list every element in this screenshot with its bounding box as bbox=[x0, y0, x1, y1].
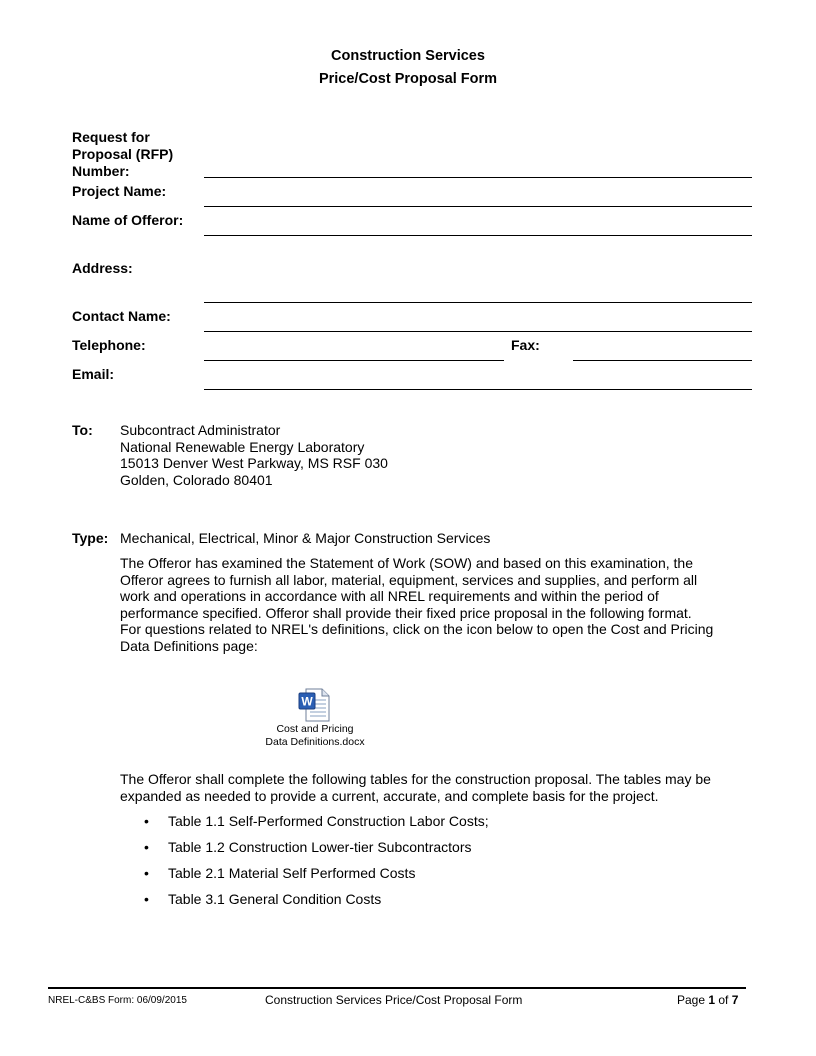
to-address: Subcontract Administrator National Renewable Energy Laboratory 15013 Denver West Parkway, MS RSF 030 Golden, Colorado 80401 bbox=[120, 422, 388, 488]
telephone-field[interactable] bbox=[204, 360, 504, 361]
attachment-caption[interactable]: Cost and Pricing Data Definitions.docx bbox=[265, 723, 365, 748]
footer-title: Construction Services Price/Cost Proposal Form bbox=[265, 993, 523, 1007]
tables-intro: The Offeror shall complete the following tables for the construction proposal. The tables may be expanded as needed to provide a current, accurate, and complete basis for the project. bbox=[120, 771, 711, 804]
type-label: Type: bbox=[72, 530, 109, 546]
rfp-label: Request for Proposal (RFP) Number: bbox=[72, 129, 174, 179]
type-value: Mechanical, Electrical, Minor & Major Construction Services bbox=[120, 530, 491, 546]
email-label: Email: bbox=[72, 366, 115, 382]
project-name-field[interactable] bbox=[204, 206, 752, 207]
tables-list bbox=[144, 813, 744, 917]
list-item: • Table 2.1 Material Self Performed Costs bbox=[144, 865, 744, 891]
contact-name-label: Contact Name: bbox=[72, 308, 171, 324]
list-item: • Table 3.1 General Condition Costs bbox=[144, 891, 744, 917]
fax-label: Fax: bbox=[511, 337, 540, 353]
email-field[interactable] bbox=[204, 389, 752, 390]
offeror-label: Name of Offeror: bbox=[72, 212, 184, 228]
offeror-name-field[interactable] bbox=[204, 235, 752, 236]
word-document-icon[interactable] bbox=[298, 688, 330, 722]
page-title: Construction Services bbox=[331, 48, 485, 64]
page-subtitle: Price/Cost Proposal Form bbox=[318, 71, 498, 87]
type-paragraph: The Offeror has examined the Statement of Work (SOW) and based on this examination, the Offeror agrees to furnish all labor, material, equipment, services and supplies, and perform all work and operations in accordance with all NREL requirements and within the period of performance specified. Offeror shall provide their fixed price proposal in the following format. For questions related to NREL's definitions, click on the icon below to open the Cost and Pricing Data Definitions page: bbox=[120, 555, 714, 654]
footer-page-number: Page 1 of 7 bbox=[677, 993, 739, 1007]
list-item: • Table 1.2 Construction Lower-tier Subcontractors bbox=[144, 839, 744, 865]
contact-name-field[interactable] bbox=[204, 331, 752, 332]
to-label: To: bbox=[72, 422, 93, 438]
rfp-number-field[interactable] bbox=[204, 177, 752, 178]
address-label: Address: bbox=[72, 260, 133, 276]
project-name-label: Project Name: bbox=[72, 183, 167, 199]
fax-field[interactable] bbox=[573, 360, 752, 361]
svg-text:W: W bbox=[301, 694, 313, 709]
footer-form-id: NREL-C&BS Form: 06/09/2015 bbox=[48, 995, 187, 1006]
address-field[interactable] bbox=[204, 302, 752, 303]
list-item: • Table 1.1 Self-Performed Construction Labor Costs; bbox=[144, 813, 744, 839]
footer-rule bbox=[48, 987, 746, 989]
telephone-label: Telephone: bbox=[72, 337, 146, 353]
